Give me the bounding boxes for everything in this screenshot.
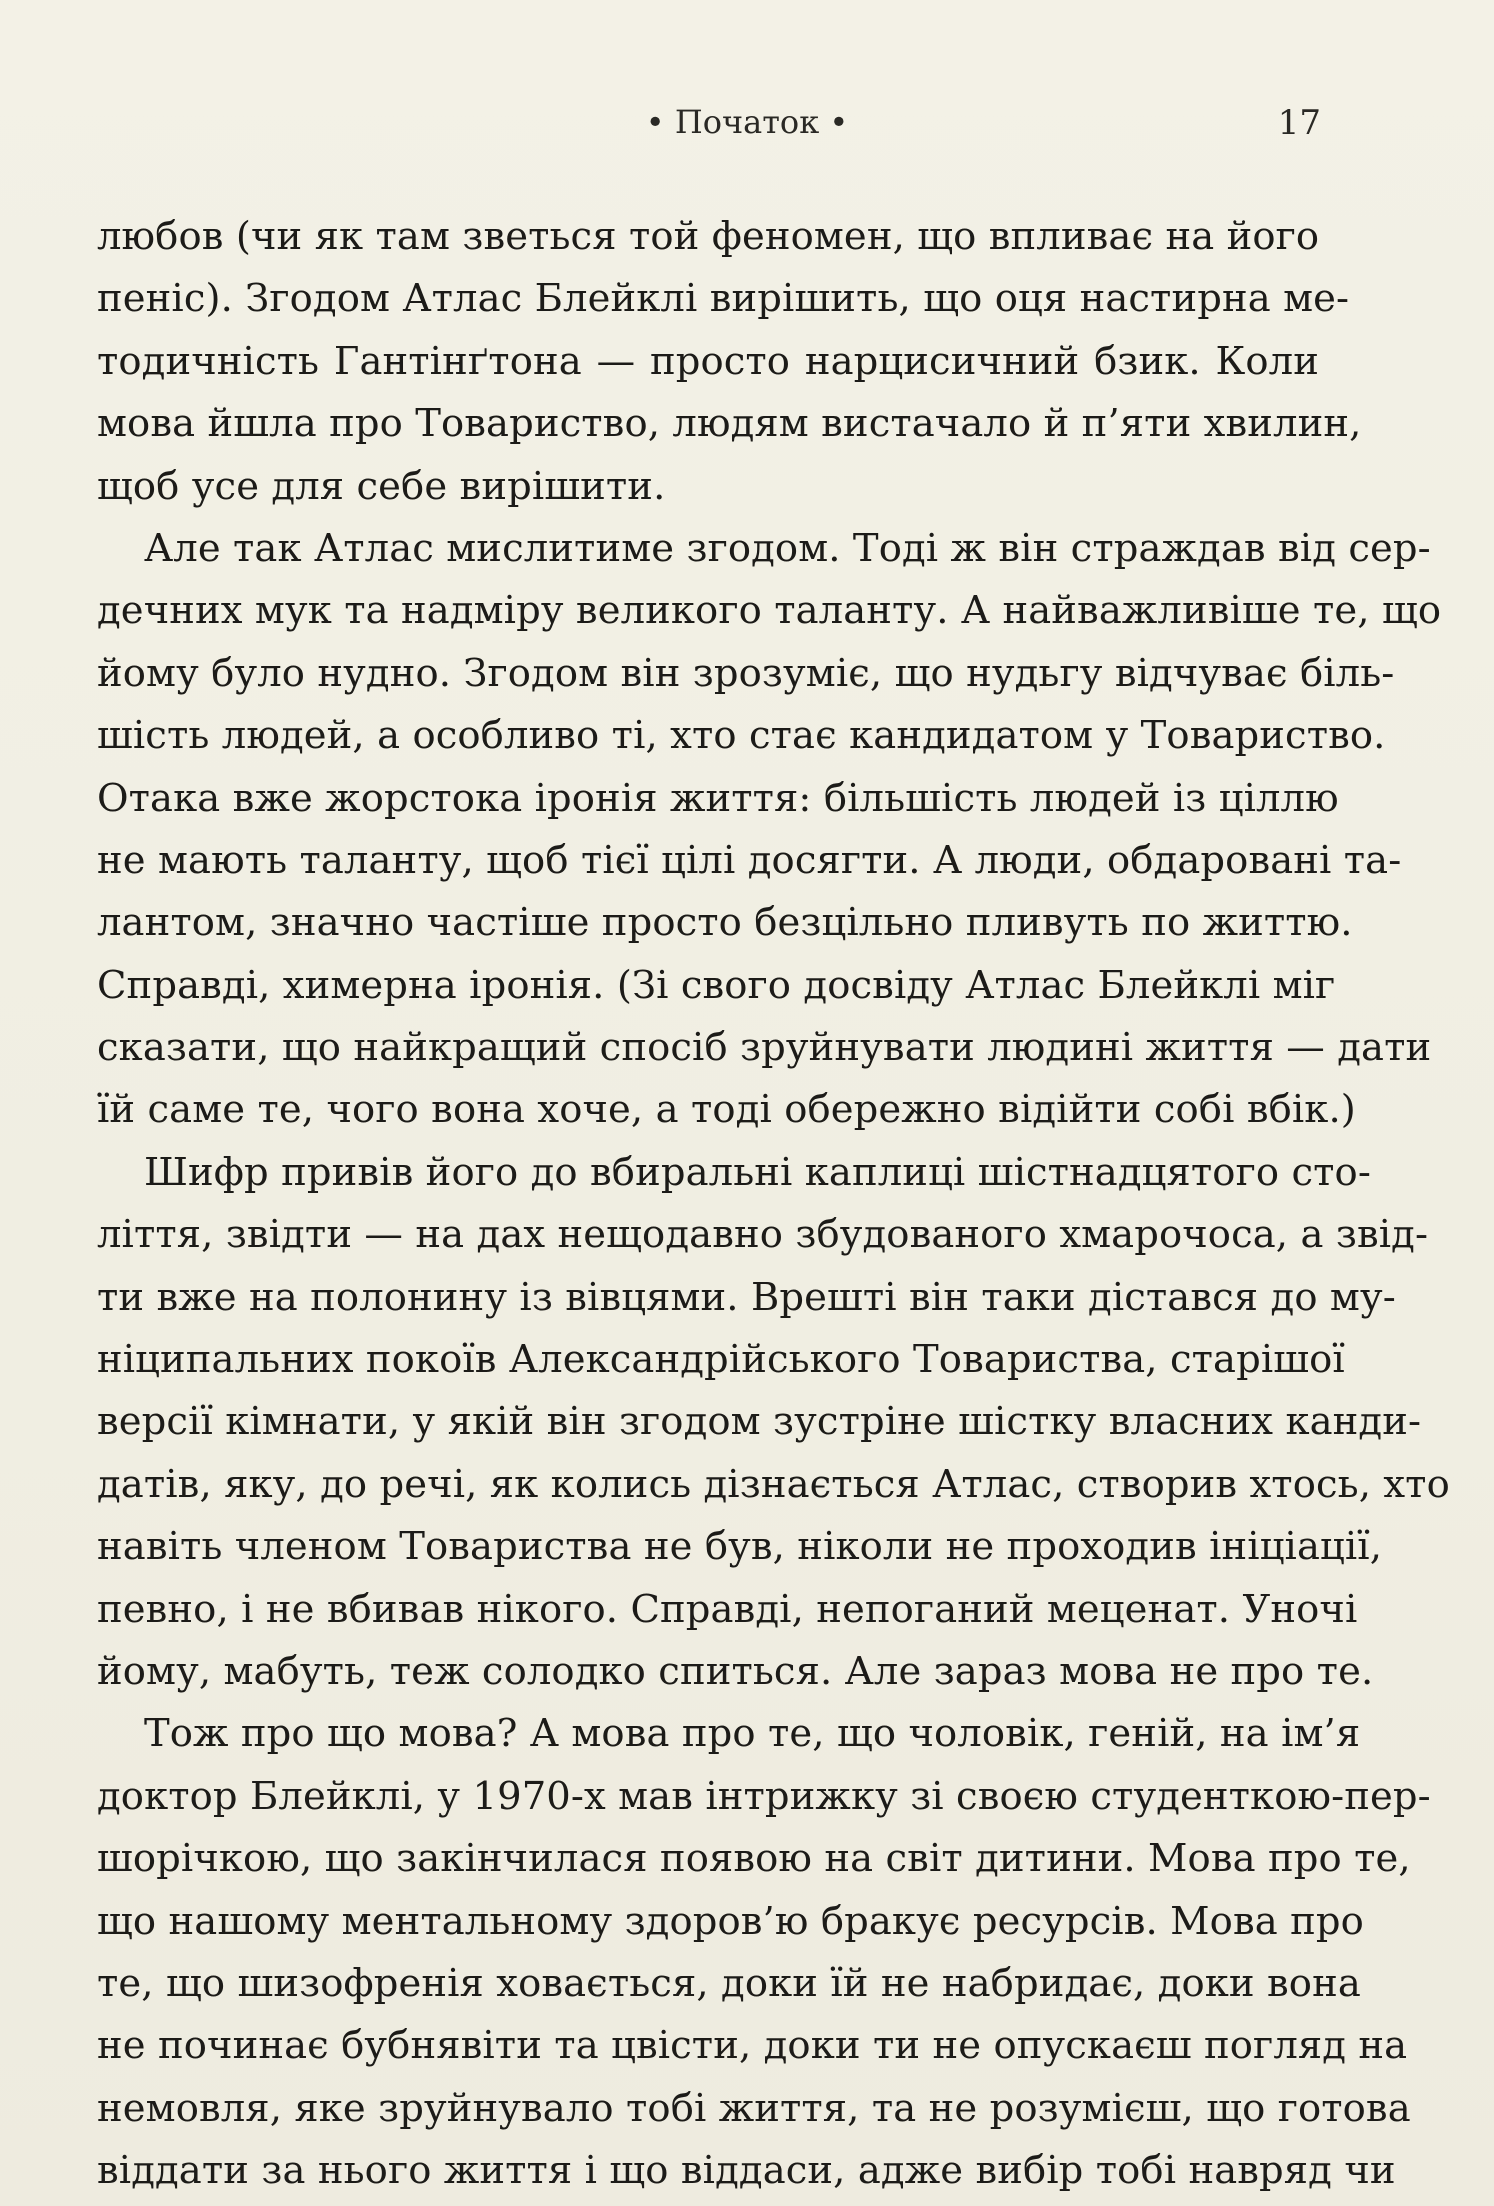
text-line: йому було нудно. Згодом він зрозуміє, що нудьгу відчуває біль- — [97, 650, 1395, 696]
text-line: навіть членом Товариства не був, ніколи не проходив ініціації, — [97, 1524, 1383, 1570]
text-line: їй саме те, чого вона хоче, а тоді обережно відійти собі вбік.) — [97, 1087, 1356, 1133]
text-line: версії кімнати, у якій він згодом зустріне шістку власних канди- — [97, 1399, 1422, 1445]
text-line: любов (чи як там зветься той феномен, що впливає на його — [97, 214, 1320, 259]
text-line: щоб усе для себе вирішити. — [97, 463, 666, 509]
text-line: не мають таланту, щоб тієї цілі досягти. А люди, обдаровані та- — [97, 837, 1402, 883]
paragraph — [97, 206, 1362, 518]
text-line: тодичність Гантінґтона — просто нарцисичний бзик. Коли — [97, 338, 1319, 384]
text-line: ліття, звідти — на дах нещодавно збудованого хмарочоса, а звід- — [97, 1212, 1429, 1258]
text-line: віддати за нього життя і що віддаси, адже вибір тобі навряд чи — [97, 2148, 1396, 2194]
text-line: шорічкою, що закінчилася появою на світ дитини. Мова про те, — [97, 1836, 1411, 1882]
paragraph — [97, 518, 1442, 1142]
paragraph — [97, 1142, 1450, 1704]
body-text — [97, 206, 1450, 2203]
text-line: Але так Атлас мислитиме згодом. Тоді ж він страждав від сер- — [144, 525, 1431, 571]
text-line: Тож про що мова? А мова про те, що чоловік, геній, на ім’я — [144, 1711, 1361, 1757]
text-line: Справді, химерна іронія. (Зі свого досвіду Атлас Блейклі міг — [97, 962, 1336, 1008]
text-line: сказати, що найкращий спосіб зруйнувати людині життя — дати — [97, 1025, 1432, 1071]
text-line: лантом, значно частіше просто безцільно пливуть по життю. — [97, 900, 1353, 946]
text-line: датів, яку, до речі, як колись дізнається Атлас, створив хтось, хто — [97, 1461, 1450, 1507]
text-line: що нашому ментальному здоров’ю бракує ресурсів. Мова про — [97, 1898, 1364, 1944]
text-line: Шифр привів його до вбиральні каплиці шістнадцятого сто- — [144, 1149, 1371, 1195]
text-line: не починає бубнявіти та цвісти, доки ти не опускаєш погляд на — [97, 2023, 1408, 2069]
text-line: те, що шизофренія ховається, доки їй не набридає, доки вона — [97, 1960, 1361, 2006]
text-line: мова йшла про Товариство, людям вистачало й п’яти хвилин, — [97, 401, 1362, 447]
text-line: пеніс). Згодом Атлас Блейклі вирішить, що оця настирна ме- — [97, 276, 1350, 322]
text-line: йому, мабуть, теж солодко спиться. Але зараз мова не про те. — [97, 1648, 1374, 1694]
text-line: певно, і не вбивав нікого. Справді, непоганий меценат. Уночі — [97, 1586, 1358, 1632]
paragraph — [97, 1703, 1431, 2202]
text-line: шість людей, а особливо ті, хто стає кандидатом у Товариство. — [97, 713, 1386, 759]
page-header — [0, 103, 1494, 147]
text-line: ніципальних покоїв Александрійського Товариства, старішої — [97, 1337, 1345, 1383]
page-number: 17 — [1277, 103, 1321, 143]
text-line: немовля, яке зруйнувало тобі життя, та не розумієш, що готова — [97, 2085, 1411, 2131]
running-title: • Початок • — [645, 103, 849, 141]
text-line: доктор Блейклі, у 1970-х мав інтрижку зі своєю студенткою-пер- — [97, 1773, 1431, 1819]
text-line: Отака вже жорстока іронія життя: більшість людей із ціллю — [97, 775, 1339, 821]
text-line: дечних мук та надміру великого таланту. А найважливіше те, що — [97, 588, 1442, 634]
text-line: ти вже на полонину із вівцями. Врешті він таки дістався до му- — [97, 1274, 1396, 1320]
